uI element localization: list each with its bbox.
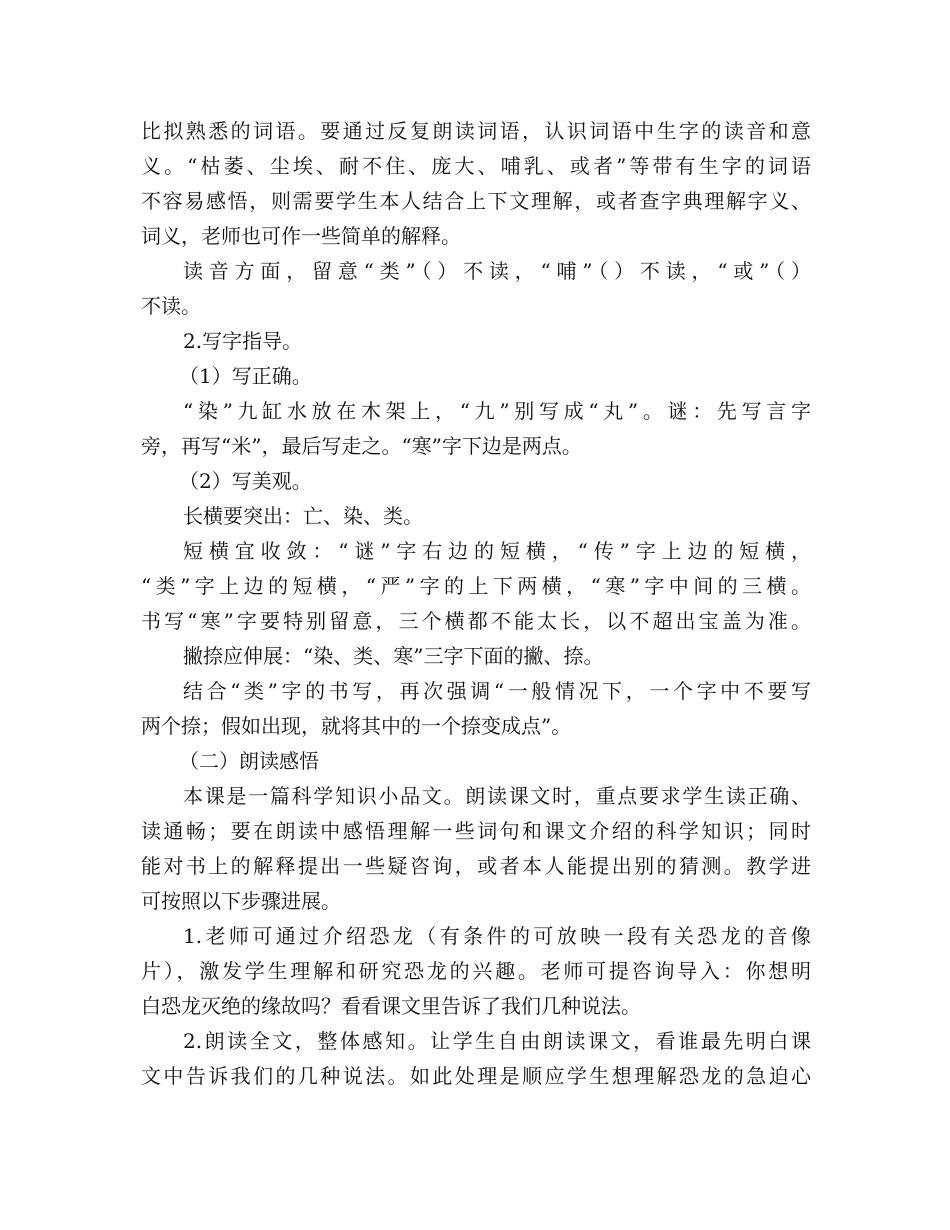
text-line: 可按照以下步骤进展。: [141, 889, 341, 913]
text-line: “类”字上边的短横，“严”字的上下两横，“寒”字中间的三横。: [141, 574, 811, 598]
text-line: 两个捺；假如出现，就将其中的一个捺变成点”。: [141, 714, 572, 738]
text-line: 1.老师可通过介绍恐龙（有条件的可放映一段有关恐龙的音像: [183, 924, 811, 948]
text-line: 词义，老师也可作一些简单的解释。: [141, 224, 461, 248]
subsection-heading: （1）写正确。: [179, 364, 312, 388]
text-line: 文中告诉我们的几种说法。如此处理是顺应学生想理解恐龙的急迫心: [141, 1064, 811, 1088]
text-line: 片），激发学生理解和研究恐龙的兴趣。老师可提咨询导入：你想明: [141, 959, 811, 983]
text-line: 长横要突出：亡、染、类。: [183, 504, 423, 528]
text-line: 本课是一篇科学知识小品文。朗读课文时，重点要求学生读正确、: [183, 784, 811, 808]
text-line: 白恐龙灭绝的缘故吗？看看课文里告诉了我们几种说法。: [141, 994, 641, 1018]
section-heading: 2.写字指导。: [183, 329, 303, 353]
text-line: 不读。: [141, 294, 201, 318]
document-body: [141, 114, 811, 1094]
text-line: 短横宜收敛：“谜”字右边的短横，“传”字上边的短横，: [183, 539, 811, 563]
text-line: 撇捺应伸展：“染、类、寒”三字下面的撇、捺。: [183, 644, 604, 668]
subsection-heading: （2）写美观。: [179, 469, 312, 493]
text-line: 2.朗读全文，整体感知。让学生自由朗读课文，看谁最先明白课: [183, 1029, 811, 1053]
text-line: 义。“枯萎、尘埃、耐不住、庞大、哺乳、或者”等带有生字的词语: [141, 154, 811, 178]
section-heading: （二）朗读感悟: [179, 749, 319, 773]
text-line: 书写“寒”字要特别留意，三个横都不能太长，以不超出宝盖为准。: [141, 609, 811, 633]
text-line: 比拟熟悉的词语。要通过反复朗读词语，认识词语中生字的读音和意: [141, 119, 811, 143]
text-line: 读通畅；要在朗读中感悟理解一些词句和课文介绍的科学知识；同时: [141, 819, 811, 843]
text-line: 读音方面，留意“类”（）不读，“哺”（）不读，“或”（）: [183, 259, 811, 283]
text-line: 能对书上的解释提出一些疑咨询，或者本人能提出别的猜测。教学进: [141, 854, 811, 878]
text-line: 结合“类”字的书写，再次强调“一般情况下，一个字中不要写: [183, 679, 811, 703]
text-line: 不容易感悟，则需要学生本人结合上下文理解，或者查字典理解字义、: [141, 189, 811, 213]
text-line: 旁，再写“米”，最后写走之。“寒”字下边是两点。: [141, 434, 582, 458]
text-line: “染”九缸水放在木架上，“九”别写成“丸”。谜：先写言字: [183, 399, 811, 423]
